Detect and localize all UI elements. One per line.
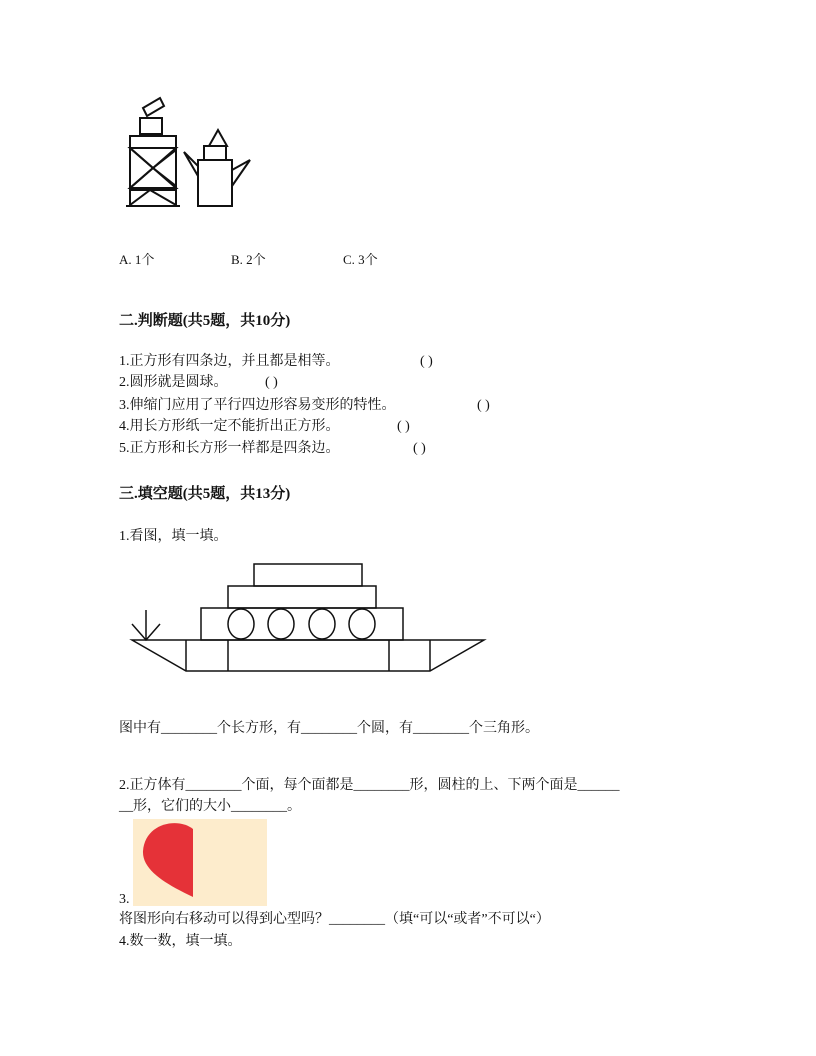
judge-item: 2.圆形就是圆球。 <box>119 375 228 390</box>
judge-item: 5.正方形和长方形一样都是四条边。 <box>119 441 340 456</box>
judge-paren[interactable]: ( ) <box>413 441 426 456</box>
q1-fill-line[interactable]: 图中有________个长方形，有________个圆，有________个三角形。 <box>119 721 539 736</box>
option-a: A. 1个 <box>119 252 155 267</box>
option-c: C. 3个 <box>343 252 378 267</box>
judge-paren[interactable]: ( ) <box>420 354 433 369</box>
judge-item: 3.伸缩门应用了平行四边形容易变形的特性。 <box>119 398 396 413</box>
section2-title: 二.判断题(共5题，共10分) <box>119 313 291 329</box>
judge-item: 4.用长方形纸一定不能折出正方形。 <box>119 419 340 434</box>
option-b: B. 2个 <box>231 252 266 267</box>
q3-number: 3. <box>119 892 130 907</box>
half-heart-icon <box>133 819 267 906</box>
judge-paren[interactable]: ( ) <box>477 398 490 413</box>
judge-paren[interactable]: ( ) <box>265 375 278 390</box>
q2-line1[interactable]: 2.正方体有________个面，每个面都是________形，圆柱的上、下两个面是______ <box>119 778 620 793</box>
q1-intro: 1.看图，填一填。 <box>119 529 228 544</box>
half-heart-image <box>133 819 267 906</box>
judge-item: 1.正方形有四条边，并且都是相等。 <box>119 354 340 369</box>
q3-text[interactable]: 将图形向右移动可以得到心型吗？________（填“可以“或者”不可以“） <box>119 912 550 927</box>
q2-line2[interactable]: __形，它们的大小________。 <box>119 799 301 814</box>
section3-title: 三.填空题(共5题，共13分) <box>119 486 291 502</box>
judge-paren[interactable]: ( ) <box>397 419 410 434</box>
q4-text: 4.数一数，填一填。 <box>119 934 242 949</box>
